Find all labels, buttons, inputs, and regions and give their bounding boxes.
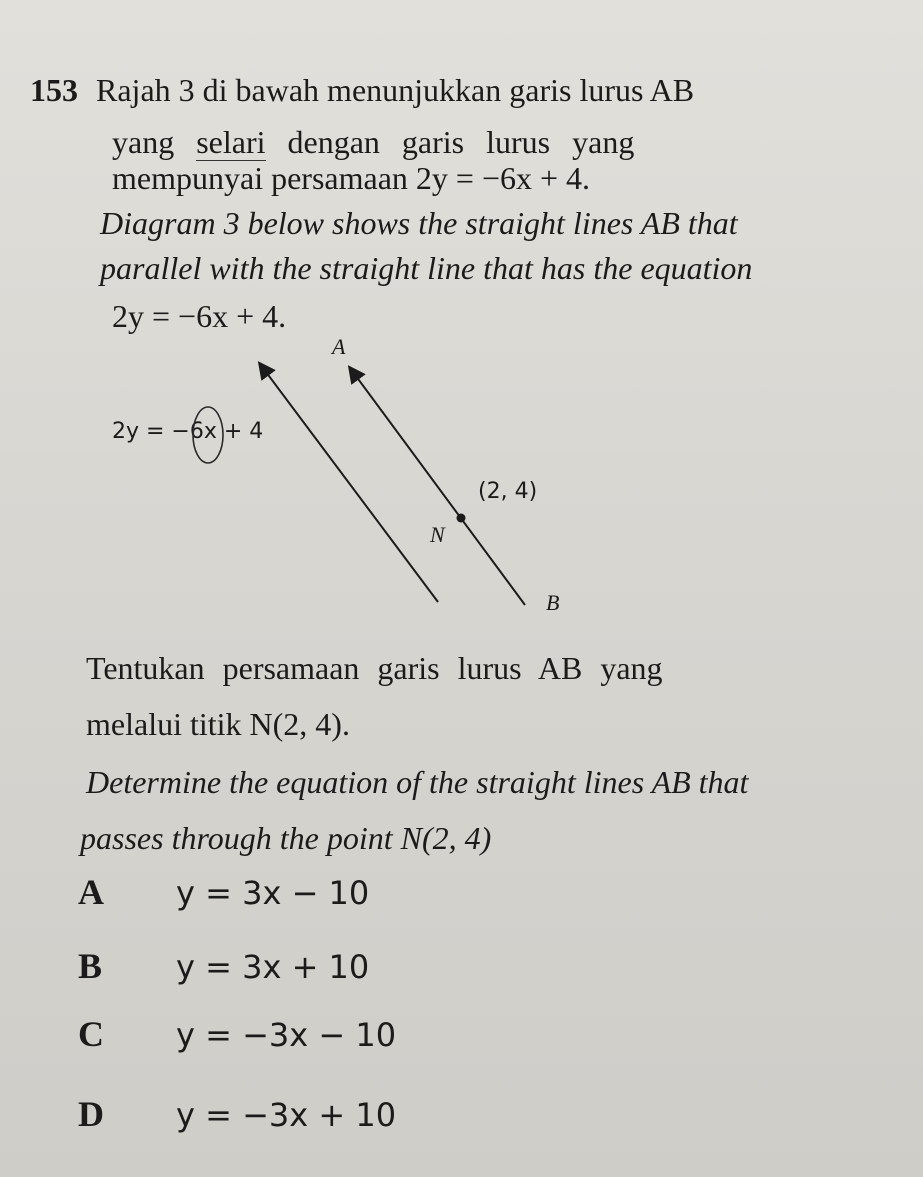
line-given-equation bbox=[260, 364, 438, 602]
option-C-letter: C bbox=[78, 1014, 104, 1054]
option-C-equation: y = −3x − 10 bbox=[176, 1016, 397, 1054]
question-malay-line-1: Rajah 3 di bawah menunjukkan garis lurus AB bbox=[96, 72, 695, 108]
point-name-label: N bbox=[430, 522, 445, 547]
option-A-letter: A bbox=[78, 872, 104, 912]
question-malay-line-2c: dengan garis lurus yang bbox=[287, 124, 635, 160]
task-english-line-1: Determine the equation of the straight lines AB that bbox=[86, 764, 749, 800]
option-D[interactable] bbox=[78, 1092, 396, 1137]
question-english-line-2: parallel with the straight line that has the equation bbox=[100, 250, 753, 286]
question-number: 153 bbox=[30, 72, 78, 108]
point-coordinate-label: (2, 4) bbox=[478, 479, 538, 504]
label-B: B bbox=[546, 590, 560, 615]
task-malay-line-1: Tentukan persamaan garis lurus AB yang bbox=[86, 650, 663, 686]
question-malay-line-3: mempunyai persamaan 2y = −6x + 4. bbox=[112, 160, 591, 196]
equation-label: 2y = −6x + 4 bbox=[112, 419, 264, 444]
question-line-2 bbox=[112, 122, 634, 162]
option-B[interactable] bbox=[78, 944, 369, 989]
question-malay-line-2a: yang bbox=[112, 124, 175, 160]
question-english-line-1: Diagram 3 below shows the straight lines AB that bbox=[100, 205, 738, 241]
task-malay-line-2: melalui titik N(2, 4). bbox=[86, 706, 350, 742]
diagram-3 bbox=[100, 330, 600, 620]
option-D-letter: D bbox=[78, 1094, 104, 1134]
point-N-dot bbox=[457, 514, 466, 523]
task-english-line-2: passes through the point N(2, 4) bbox=[80, 820, 492, 856]
option-A-equation: y = 3x − 10 bbox=[176, 874, 370, 912]
diagram-svg bbox=[100, 330, 600, 620]
question-line-1 bbox=[30, 70, 694, 110]
question-english-line-3: 2y = −6x + 4. bbox=[112, 298, 287, 334]
option-D-equation: y = −3x + 10 bbox=[176, 1096, 397, 1134]
option-A[interactable] bbox=[78, 870, 369, 915]
label-A: A bbox=[332, 334, 346, 359]
option-B-equation: y = 3x + 10 bbox=[176, 948, 370, 986]
option-C[interactable] bbox=[78, 1012, 396, 1057]
option-B-letter: B bbox=[78, 946, 103, 986]
question-malay-selari: selari bbox=[196, 124, 266, 160]
